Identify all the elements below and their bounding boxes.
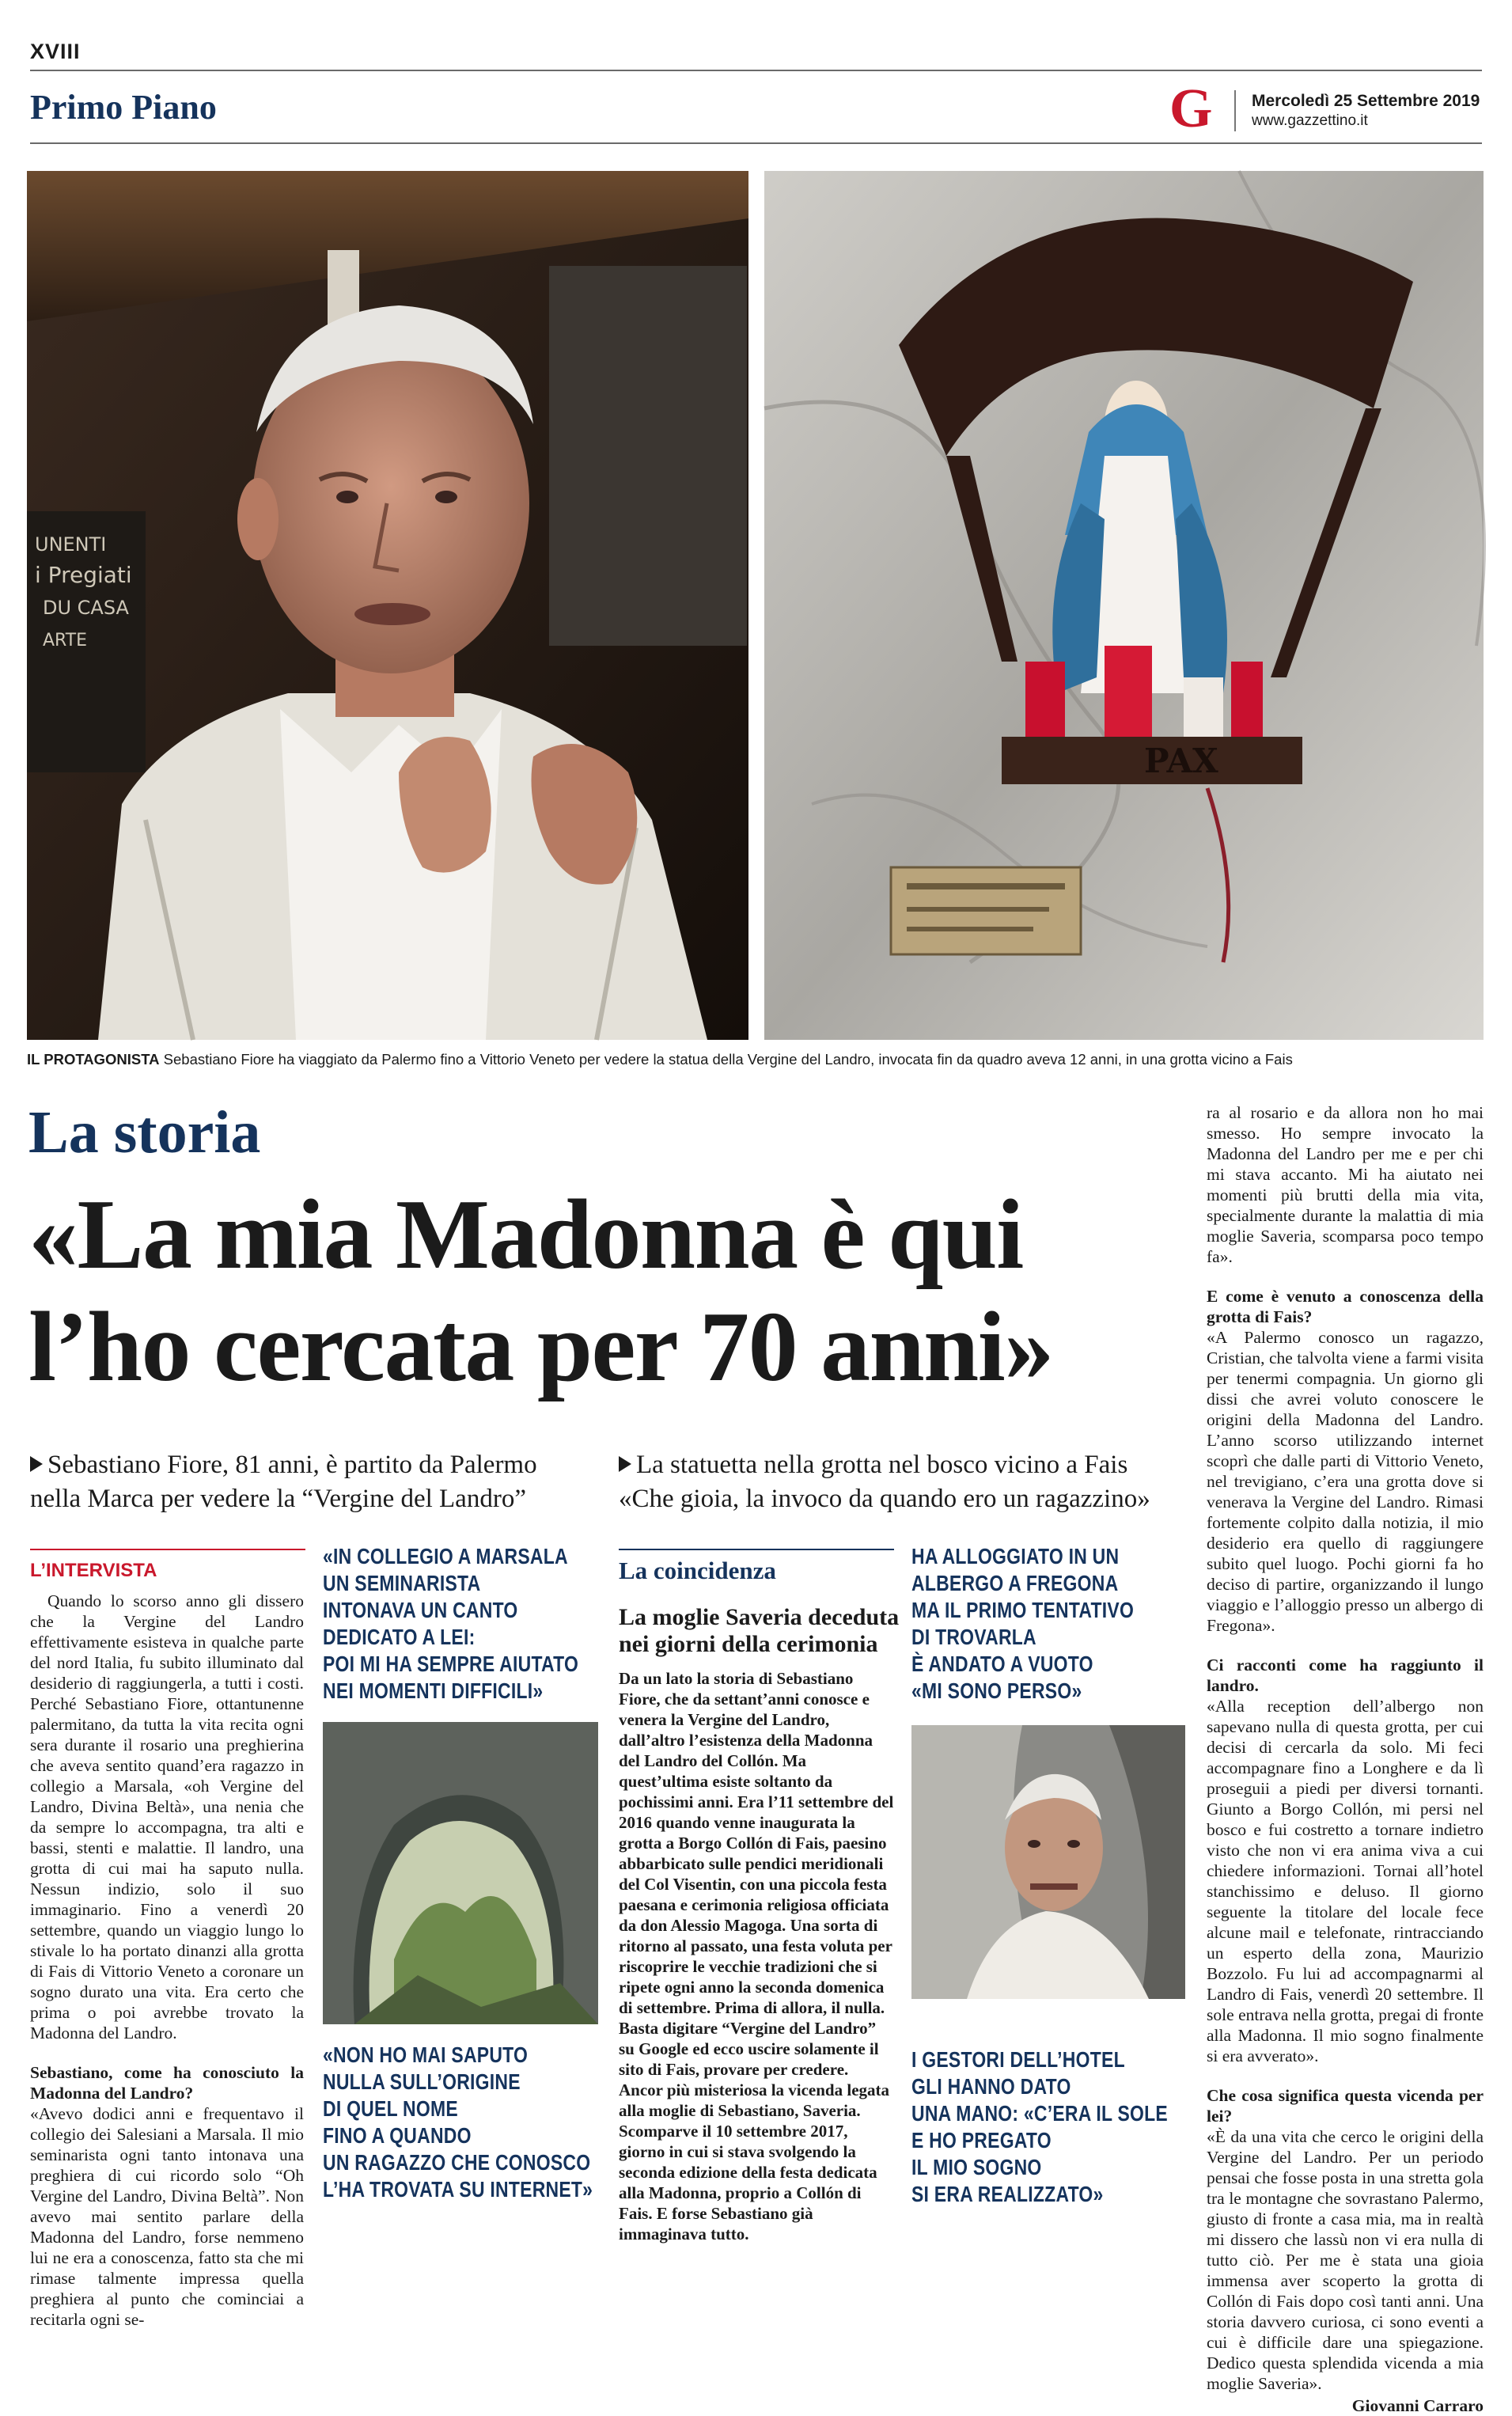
svg-text:DU CASA: DU CASA	[43, 597, 129, 619]
question: Ci racconti come ha raggiunto il landro.	[1207, 1656, 1484, 1695]
photo-caption	[27, 1051, 1487, 1068]
pull-quote-line: UN SEMINARISTA	[323, 1571, 481, 1595]
portrait-in-cave-photo	[911, 1725, 1185, 1999]
headline-line: l’ho cercata per 70 anni»	[28, 1292, 1053, 1402]
pull-quote-line: UN RAGAZZO CHE CONOSCO	[323, 2150, 591, 2175]
author-signature: Giovanni Carraro	[1351, 2396, 1484, 2415]
pull-quote-line: E HO PREGATO	[911, 2128, 1052, 2152]
caption-lead: IL PROTAGONISTA	[27, 1051, 160, 1068]
headline-line: «La mia Madonna è qui	[28, 1180, 1023, 1290]
svg-text:UNENTI: UNENTI	[35, 533, 107, 556]
pull-quote-line: È ANDATO A VUOTO	[911, 1652, 1093, 1676]
svg-text:i Pregiati: i Pregiati	[35, 562, 132, 588]
pull-quote-line: FINO A QUANDO	[323, 2123, 472, 2148]
answer: «Avevo dodici anni e frequentavo il collegio dei Salesiani a Marsala. Il mio seminarista ogni tanto intonava una preghiera di cui ricordo solo “Oh Vergine del Landro, Divina Beltà”. Non avevo mai sentito parlare della Madonna del Landro, forse nemmeno lui ne era a conoscenza, fatto sta che mi rimase talmente impressa quella preghiera al punto che cominciai a recitarla ogni se-	[30, 2104, 304, 2329]
inset-headline-line: La moglie Saveria deceduta	[619, 1604, 900, 1630]
pull-quote-line: MA IL PRIMO TENTATIVO	[911, 1598, 1135, 1622]
pull-quote-line: I GESTORI DELL’HOTEL	[911, 2047, 1125, 2072]
subhead-line: La statuetta nella grotta nel bosco vicino a Fais	[636, 1451, 1128, 1479]
pull-quote-line: NEI MOMENTI DIFFICILI»	[323, 1678, 544, 1703]
inset-headline	[619, 1604, 900, 1658]
pull-quote-line: UNA MANO: «C’ERA IL SOLE	[911, 2101, 1168, 2126]
question: E come è venuto a conoscenza della grotta di Fais?	[1207, 1287, 1484, 1326]
website: www.gazzettino.it	[1252, 112, 1368, 129]
paragraph: ra al rosario e da allora non ho mai smesso. Ho sempre invocato la Madonna del Landro per me e per chi mi stava accanto. Mi ha aiutato nei momenti più brutti della mia vita, specialmente durante la malattia di mia moglie Saveria, scomparsa poco tempo fa».	[1207, 1103, 1484, 1266]
answer: «È da una vita che cerco le origini della Vergine del Landro. Per un periodo pensai che fosse posta in una stretta gola tra le montagne che sovrastano Palermo, giusto di fronte a casa mia, ma in realtà mi dissero che lassù non vi era nulla di tutto ciò. Per me è stata una gioia immensa aver scoperto la grotta di Collón di Fais dopo così tanti anni. Una storia davvero curiosa, ci sono eventi a cui è difficile dare una spiegazione. Dedico questa splendida vicenda a mia moglie Saveria».	[1207, 2127, 1484, 2393]
pull-quote-line: «NON HO MAI SAPUTO	[323, 2042, 529, 2067]
caption-text: Sebastiano Fiore ha viaggiato da Palermo fino a Vittorio Veneto per vedere la statua della Vergine del Landro, invocata fin da quadro aveva 12 anni, in una grotta vicino a Fais	[159, 1051, 1293, 1068]
svg-text:PAX: PAX	[1144, 741, 1218, 780]
pull-quote-line: «IN COLLEGIO A MARSALA	[323, 1544, 568, 1568]
cave-photo	[323, 1722, 598, 2024]
triangle-bullet-icon	[30, 1456, 43, 1472]
coincidence-label-text: La coincidenza	[619, 1557, 776, 1584]
subhead-line: Sebastiano Fiore, 81 anni, è partito da Palermo	[47, 1451, 537, 1479]
pull-quote	[323, 1543, 608, 1705]
pull-quote-line: NULLA SULL’ORIGINE	[323, 2069, 521, 2094]
header-rule	[30, 142, 1482, 144]
pull-quote-line: DEDICATO A LEI:	[323, 1625, 476, 1649]
top-rule	[30, 70, 1482, 71]
pull-quote-line: INTONAVA UN CANTO	[323, 1598, 518, 1622]
subhead-line: nella Marca per vedere la “Vergine del Landro”	[30, 1485, 526, 1513]
coincidence-label	[619, 1549, 894, 1585]
inset-column	[619, 1668, 894, 2243]
section-title: Primo Piano	[30, 88, 217, 127]
issue-date: Mercoledì 25 Settembre 2019	[1252, 92, 1480, 110]
answer: «A Palermo conosco un ragazzo, Cristian, che talvolta viene a farmi visita per tenermi compagnia. Un giorno gli dissi che avrei voluto conoscere le origini della Madonna del Landro. L’anno scorso utilizzando internet scoprì che dalle parti di Vittorio Veneto, nel trevigiano, c’era una grotta dove si venerava la Vergine del Landro. Rimasi fortemente colpito dalla notizia, il mio desiderio era quello di raggiungere subito quel luogo. Pochi giorni fa ho deciso di partire, organizzando il lungo viaggio e l’alloggio presso un albergo di Fregona».	[1207, 1328, 1484, 1635]
headline	[28, 1179, 1184, 1404]
interview-continued-column	[1207, 1102, 1484, 2415]
pull-quote-line: DI QUEL NOME	[323, 2096, 458, 2121]
subhead-right	[619, 1448, 1220, 1516]
pull-quote-line: POI MI HA SEMPRE AIUTATO	[323, 1652, 579, 1676]
subhead-left	[30, 1448, 600, 1516]
pull-quote-line: ALBERGO A FREGONA	[911, 1571, 1119, 1595]
svg-text:ARTE: ARTE	[43, 631, 88, 650]
question: Che cosa significa questa vicenda per lei?	[1207, 2086, 1484, 2126]
inset-headline-line: nei giorni della cerimonia	[619, 1631, 878, 1657]
pull-quote-line: GLI HANNO DATO	[911, 2074, 1071, 2099]
interview-column	[30, 1591, 304, 2329]
pull-quote	[323, 2042, 608, 2203]
pull-quote-line: L’HA TROVATA SU INTERNET»	[323, 2177, 593, 2202]
pull-quote	[911, 1543, 1197, 1705]
pull-quote-line: SI ERA REALIZZATO»	[911, 2182, 1104, 2206]
question: Sebastiano, come ha conosciuto la Madonna del Landro?	[30, 2063, 304, 2103]
inset-paragraph: Da un lato la storia di Sebastiano Fiore, che da settant’anni conosce e venera la Vergine del Landro, dall’altro l’esistenza della Madonna del Landro del Collón. Ma quest’ultima esiste soltanto da pochissimi anni. Era l’11 settembre del 2016 quando venne inaugurata la grotta a Borgo Collón di Fais, paesino abbarbicato sulle pendici meridionali del Col Visentin, con una piccola festa paesana e cerimonia religiosa officiata da don Alessio Magoga. Una sorta di ritorno al passato, una festa voluta per riscoprire le vecchie tradizioni che si ripete ogni anno la seconda domenica di settembre. Prima di allora, il nulla. Basta digitare “Vergine del Landro” su Google ed ecco uscire solamente il sito di Fais, provare per credere. Ancor più misteriosa la vicenda legata alla moglie di Sebastiano, Saveria. Scomparve il 10 settembre 2017, giorno in cui si stava svolgendo la seconda edizione della festa dedicata alla Madonna, proprio a Collón di Fais. E forse Sebastiano già immaginava tutto.	[619, 1669, 894, 2243]
answer: «Alla reception dell’albergo non sapevano nulla di questa grotta, per cui decisi di cercarla da solo. Mi feci accompagnare fino a Longhere e da lì proseguii a piedi per diversi tornanti. Giunto a Borgo Collón, mi persi nel bosco e fui costretto a tornare indietro visto che non vi era anima viva a cui chiedere informazioni. Tornai all’hotel stanchissimo e deluso. Il giorno seguente la titolare del locale fece alcune mail e telefonate, rintracciando un esperto della zona, Maurizio Bozzolo. Fu lui ad accompagnarmi al Landro di Fais, venerdì 20 settembre. Il sole entrava nella grotta, pregai di fronte alla Madonna. Il mio sogno finalmente si era avverato».	[1207, 1697, 1484, 2065]
paragraph: Quando lo scorso anno gli dissero che la Vergine del Landro effettivamente esisteva in qualche parte del nord Italia, fu subito illuminato dal desiderio di raggiungerla, a tutti i costi. Perché Sebastiano Fiore, ottantunenne palermitano, da tutta la vita recita ogni sera durante il rosario una preghierina che aveva sentito quand’era ragazzo in collegio a Marsala, «oh Vergine del Landro, Divina Beltà», una nenia che da sempre lo accompagna, tra alti e bassi, stenti e malattie. Il landro, una grotta di cui mai ha saputo nulla. Nessun indizio, solo il suo immaginario. Fino a venerdì 20 settembre, quando un viaggio lungo lo stivale lo ha portato dinanzi alla grotta di Fais di Vittorio Veneto a coronare un sogno durato una vita. Era certo che prima o poi avrebbe trovato la Madonna del Landro.	[30, 1591, 304, 2042]
pull-quote	[911, 2046, 1197, 2208]
triangle-bullet-icon	[619, 1456, 631, 1472]
kicker: La storia	[28, 1099, 261, 1166]
interview-label	[30, 1549, 305, 1582]
madonna-statue-photo	[764, 171, 1484, 1040]
pull-quote-line: DI TROVARLA	[911, 1625, 1036, 1649]
newspaper-logo: G	[1169, 78, 1213, 139]
subhead-line: «Che gioia, la invoco da quando ero un ragazzino»	[619, 1485, 1150, 1513]
pull-quote-line: «MI SONO PERSO»	[911, 1678, 1082, 1703]
pull-quote-line: IL MIO SOGNO	[911, 2155, 1042, 2179]
interview-label-text: L’INTERVISTA	[30, 1560, 157, 1581]
page-number: XVIII	[30, 40, 81, 63]
pull-quote-line: HA ALLOGGIATO IN UN	[911, 1544, 1120, 1568]
protagonist-photo	[27, 171, 748, 1040]
logo-separator	[1234, 90, 1236, 131]
